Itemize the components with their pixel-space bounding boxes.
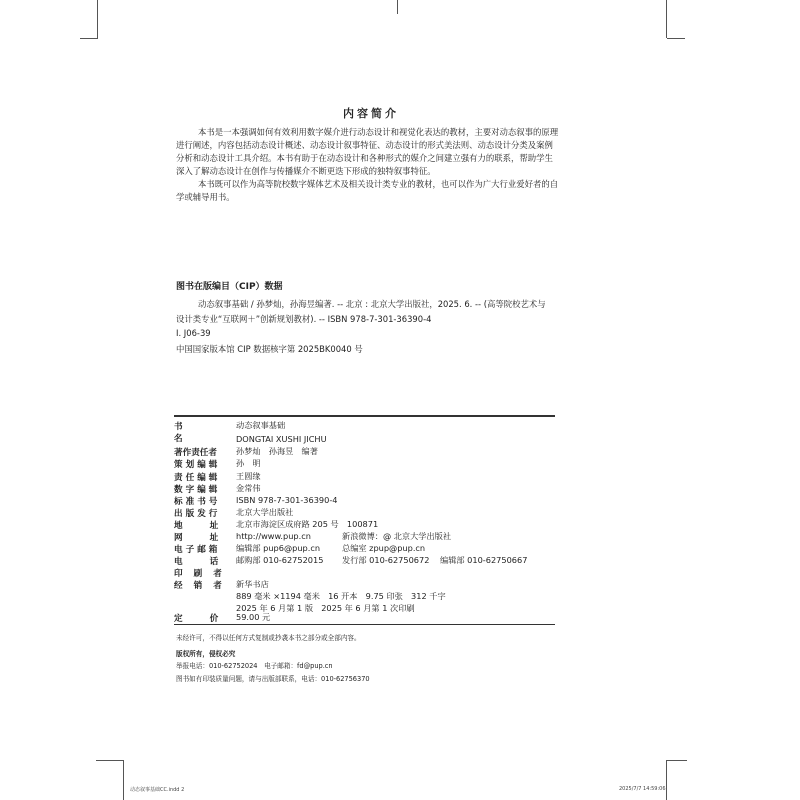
intro-line-1: 本书是一本强调如何有效利用数字媒介进行动态设计和视觉化表达的教材，主要对动态叙事的原理 <box>198 127 559 137</box>
value-author: 孙梦灿 孙海昱 编著 <box>236 446 318 456</box>
value-distributor: 新华书店 <box>236 579 269 589</box>
value-responsible-editor: 王圆缘 <box>236 471 261 481</box>
cip-line-1: 动态叙事基础 / 孙梦灿，孙海昱编著. -- 北京 : 北京大学出版社，2025. 6. -- (高等院校艺术与 <box>198 299 546 309</box>
cip-line-2: 设计类专业“互联网＋”创新规划教材). -- ISBN 978-7-301-36390-4 <box>176 314 432 324</box>
label-website: 网址 <box>174 533 246 543</box>
intro-line-5: 本书既可以作为高等院校数字媒体艺术及相关设计类专业的教材，也可以作为广大行业爱好者的自 <box>198 179 559 189</box>
colophon-rule-bottom <box>174 624 555 625</box>
cip-line-3: Ⅰ. J06-39 <box>176 328 211 338</box>
colophon-rule-top <box>174 415 555 417</box>
value-phone-editorial: 编辑部 010-62750667 <box>440 555 528 565</box>
value-digital-editor: 金常伟 <box>236 483 261 493</box>
label-distributor: 经销者 <box>174 581 233 591</box>
label-phone: 电话 <box>174 557 246 567</box>
intro-line-6: 学或辅导用书。 <box>176 192 235 202</box>
value-isbn: ISBN 978-7-301-36390-4 <box>236 495 338 505</box>
defect-contact: 图书如有印装质量问题，请与出版部联系，电话：010-62756370 <box>176 675 370 683</box>
label-planning-editor: 策划编辑 <box>174 460 221 470</box>
value-book-pinyin: DONGTAI XUSHI JICHU <box>236 434 327 444</box>
crop-mark-top-right-h <box>667 38 685 39</box>
crop-mark-top-left-h <box>80 38 98 39</box>
crop-mark-bottom-right-h <box>667 760 687 761</box>
value-publisher: 北京大学出版社 <box>236 507 294 517</box>
value-phone-mailorder: 邮购部 010-62752015 <box>236 555 324 565</box>
value-weibo: 新浪微博：@ 北京大学出版社 <box>342 531 452 541</box>
value-edition: 2025 年 6 月第 1 版 2025 年 6 月第 1 次印刷 <box>236 603 415 613</box>
label-printer: 印刷者 <box>174 569 233 579</box>
value-book-title: 动态叙事基础 <box>236 420 286 430</box>
label-price: 定价 <box>174 614 246 624</box>
value-price: 59.00 元 <box>236 612 271 622</box>
slug-timestamp: 2025/7/7 14:59:06 <box>619 786 666 792</box>
label-email: 电子邮箱 <box>174 545 221 555</box>
label-publisher: 出版发行 <box>174 509 221 519</box>
value-format: 889 毫米 ×1194 毫米 16 开本 9.75 印张 312 千字 <box>236 591 446 601</box>
crop-mark-bottom-right-v <box>666 760 667 800</box>
label-author: 著作责任者 <box>174 448 217 458</box>
copy-notice: 未经许可，不得以任何方式复制或抄袭本书之部分或全部内容。 <box>176 634 361 642</box>
value-website[interactable]: http://www.pup.cn <box>236 531 311 541</box>
crop-mark-top-center <box>397 0 398 14</box>
crop-mark-top-left-v <box>97 0 98 38</box>
crop-mark-bottom-left-h <box>96 760 124 761</box>
intro-title: 内容简介 <box>343 107 399 120</box>
value-planning-editor: 孙 明 <box>236 458 261 468</box>
report-contact: 举报电话：010-62752024 电子邮箱：fd@pup.cn <box>176 662 333 670</box>
value-email-editorial[interactable]: 编辑部 pup6@pup.cn <box>236 543 321 553</box>
label-responsible-editor: 责任编辑 <box>174 473 221 483</box>
cip-heading: 图书在版编目（CIP）数据 <box>176 282 283 292</box>
rights-reserved: 版权所有，侵权必究 <box>176 650 236 658</box>
crop-mark-bottom-left-v <box>123 760 124 800</box>
label-digital-editor: 数字编辑 <box>174 485 221 495</box>
value-address: 北京市海淀区成府路 205 号 100871 <box>236 519 379 529</box>
value-email-chief[interactable]: 总编室 zpup@pup.cn <box>342 543 426 553</box>
intro-line-4: 深入了解动态设计在创作与传播媒介不断更迭下形成的独特叙事特征。 <box>176 166 436 176</box>
slug-filename: 动态叙事基础CC.indd 2 <box>130 787 185 793</box>
cip-line-4: 中国国家版本馆 CIP 数据核字第 2025BK0040 号 <box>176 344 363 354</box>
intro-line-3: 分析和动态设计工具介绍。本书有助于在动态设计和各种形式的媒介之间建立强有力的联系，帮助学生 <box>176 153 553 163</box>
value-phone-distribution: 发行部 010-62750672 <box>342 555 430 565</box>
label-address: 地址 <box>174 521 246 531</box>
label-isbn: 标准书号 <box>174 497 221 507</box>
intro-line-2: 进行阐述，内容包括动态设计概述、动态设计叙事特征、动态设计的形式美法则、动态设计分类及案例 <box>176 140 553 150</box>
crop-mark-top-right-v <box>666 0 667 38</box>
